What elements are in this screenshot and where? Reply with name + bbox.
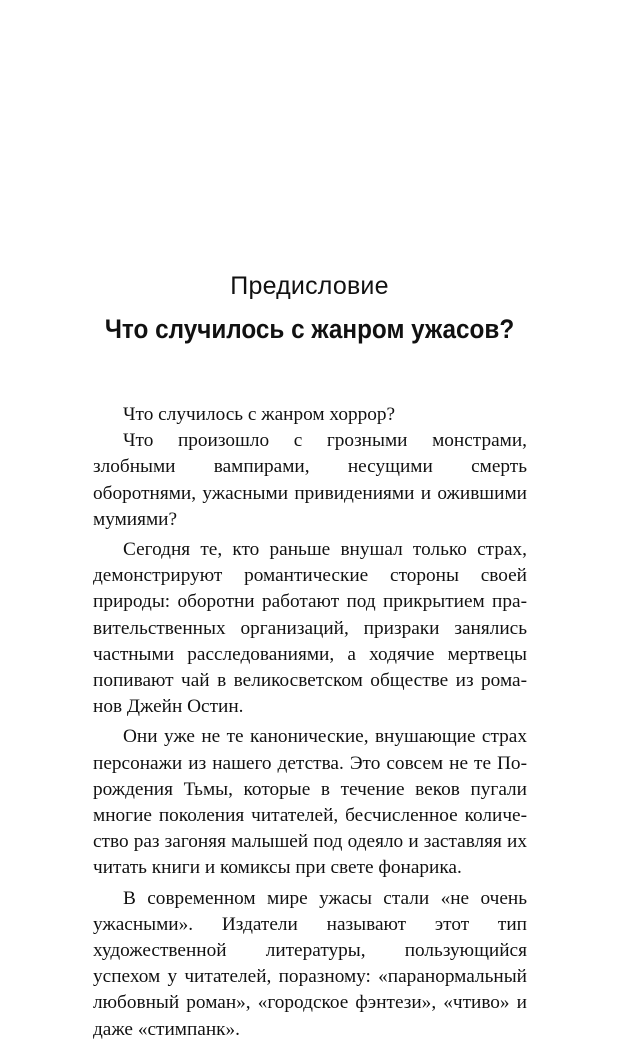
section-label: Предисловие <box>230 272 389 300</box>
paragraph: Что произошло с грозными монстрами, злобными вампирами, несущими смерть оборотнями, ужасными привидениями и ожившими мумиями? <box>93 430 527 530</box>
paragraph: Что случилось с жанром хоррор? <box>123 404 396 425</box>
paragraph: В современном мире ужасы стали «не очень ужасными». Издатели называют этот тип художественной литературы, пользующийся успехом у читателей, поразному: «паранормальный любовный роман», «городское фэнтези», «чтиво» и даже «стимпанк». <box>93 887 527 1040</box>
chapter-title: Что случилось с жанром ужасов? <box>104 314 515 344</box>
paragraph: Они уже не те канонические, внушающие страх персонажи из нашего детства. Это совсем не те Порождения Тьмы, которые в течение веков пугали многие поколения читателей, бесчисленное количество раз загоняя малышей под одеяло и заставляя их читать книги и комиксы при свете фонарика. <box>93 726 527 879</box>
body-text <box>93 402 527 1043</box>
paragraph: Сегодня те, кто раньше внушал только страх, демонстрируют романтические стороны своей природы: оборотни работают под прикрытием правительственных организаций, призраки занялись частными расследованиями, а ходячие мертвецы попивают чай в великосветском обществе из романов Джейн Остин. <box>93 539 527 718</box>
